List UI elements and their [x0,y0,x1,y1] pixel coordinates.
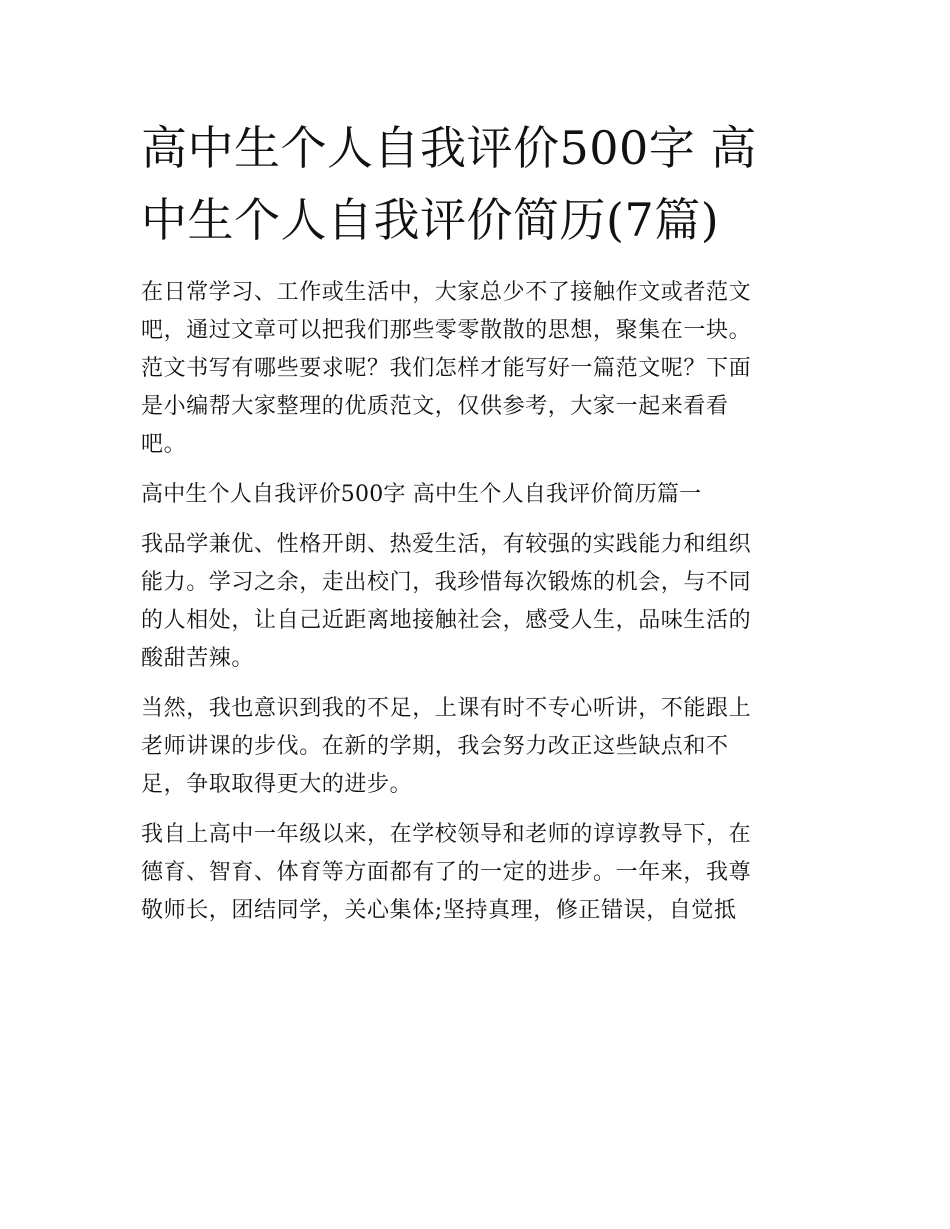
para2-line-3: 足，争取取得更大的进步。 [141,772,413,797]
para2-line-2: 老师讲课的步伐。在新的学期，我会努力改正这些缺点和不 [141,734,729,759]
para3-line-1: 我自上高中一年级以来，在学校领导和老师的谆谆教导下，在 [141,822,752,847]
para3-line-2: 德育、智育、体育等方面都有了的一定的进步。一年来，我尊 [141,860,752,885]
title-line-1: 高中生个人自我评价500字 高 [141,121,757,175]
intro-line-3: 范文书写有哪些要求呢？我们怎样才能写好一篇范文呢？下面 [141,356,752,381]
para1-line-2: 能力。学习之余，走出校门，我珍惜每次锻炼的机会，与不同 [141,570,752,595]
intro-line-2: 吧，通过文章可以把我们那些零零散散的思想，聚集在一块。 [141,318,752,343]
title-line-2: 中生个人自我评价简历(7篇) [141,193,720,247]
para1-line-4: 酸甜苦辣。 [141,646,255,671]
paragraph-1 [141,526,821,678]
intro-paragraph [141,274,821,464]
intro-line-4: 是小编帮大家整理的优质范文，仅供参考，大家一起来看看 [141,394,729,419]
section-heading: 高中生个人自我评价500字 高中生个人自我评价简历篇一 [141,482,702,507]
document-title [141,112,821,256]
para3-line-3: 敬师长，团结同学，关心集体;坚持真理，修正错误，自觉抵 [141,898,737,923]
intro-line-1: 在日常学习、工作或生活中，大家总少不了接触作文或者范文 [141,280,752,305]
paragraph-3 [141,816,821,930]
para1-line-3: 的人相处，让自己近距离地接触社会，感受人生，品味生活的 [141,608,752,633]
para2-line-1: 当然，我也意识到我的不足，上课有时不专心听讲，不能跟上 [141,696,752,721]
intro-line-5: 吧。 [141,432,187,457]
paragraph-2 [141,690,821,804]
document-page [141,112,821,942]
para1-line-1: 我品学兼优、性格开朗、热爱生活，有较强的实践能力和组织 [141,532,752,557]
